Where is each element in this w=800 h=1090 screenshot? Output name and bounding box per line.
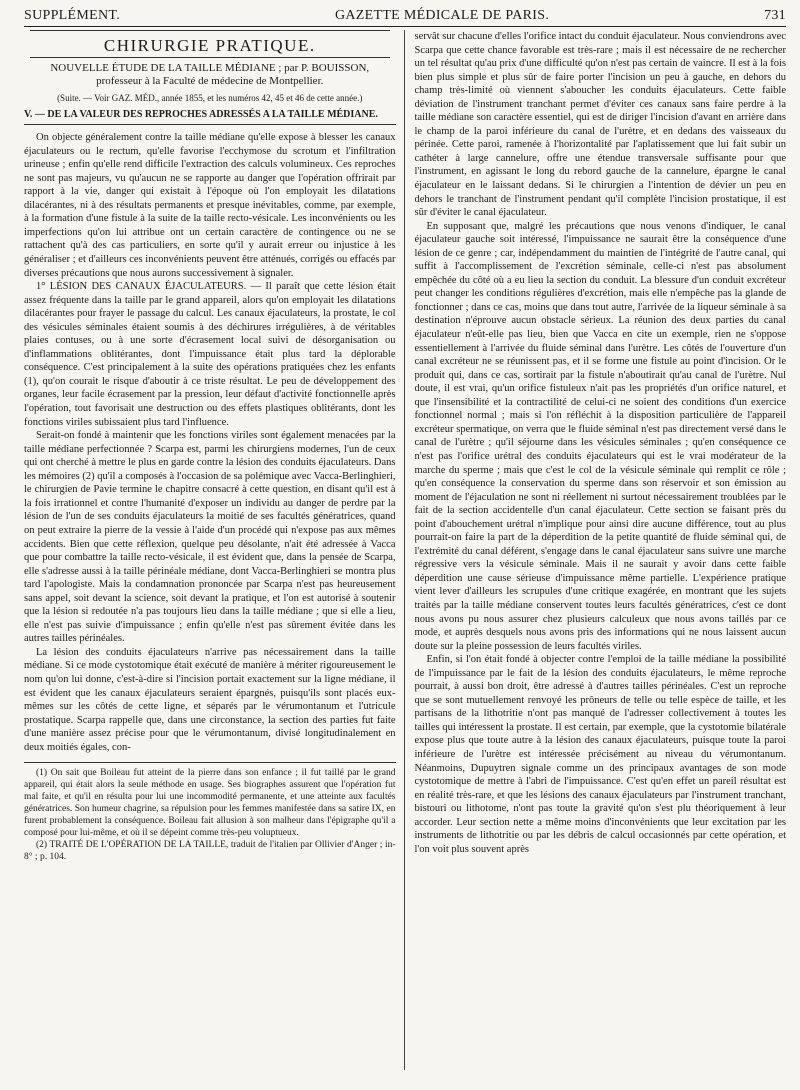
right-paragraph: En supposant que, malgré les précautions que nous venons d'indiquer, le canal éjaculateur gauche soit intéressé, l'impuissance ne saurait être la conséquence d'une lésion de ce genre ; car, indépendamment du maintien de l'intégrité de l'autre canal, qui suffit à l'accomplissement de l'excrétion séminale, celle-ci n'est pas absolument empêchée du côté où a eu lieu la section du conduit. La blessure d'un conduit excréteur peut changer les conditions régulières d'excrétion, mais elle n'empêche pas la glande de fonctionner ; dans ce cas, moins que dans tout autre, l'arrivée de la liqueur séminale à sa destination n'éprouve aucun obstacle sérieux. La réunion des deux parties du canal éjaculateur n'eût-elle pas lieu, bien que Vacca en cite un exemple, rien ne s'oppose essentiellement à l'arrivée du fluide séminal dans l'urètre. Les côtés de l'ouverture d'un canal excréteur ne se réunissent pas, et il se forme une fistule au point d'incision. Or le produit qui, dans ce cas, sortirait par la fistule n'aboutirait qu'au canal de l'urètre. Nul doute, il est vrai, qu'un orifice fistuleux n'ait pas les propriétés d'un orifice naturel, et que l'insensibilité et la contractilité de celui-ci ne soient des conditions d'un exercice fonctionnel normal ; mais si l'on réfléchit à la disposition particulière de l'appareil excréteur spermatique, on verra que le fluide séminal n'est pas directement versé dans le canal de l'urètre ; qu'il séjourne dans les vésicules séminales ; qu'en conséquence ce n'est pas l'orifice urétral des conduits éjaculateurs qui est le vrai modérateur de la marche du sperme ; mais que c'est le col de la vésicule séminale qui remplit ce rôle ; qu'en conséquence la conservation du sperme dans son réservoir et son émission au moment de l'éjaculation ne sont ni réellement ni surtout nécessairement troublées par le fait de la section accidentelle d'un canal éjaculateur. Cette section se faisant près du point d'abouchement urétral n'implique pour ainsi dire aucune différence, tout au plus pourrait-on faire la part de la déperdition de la petite quantité de fluide séminal qui, de l'extrémité du canal déférent, s'engage dans le canal éjaculateur sans suivre une marche régressive vers la vésicule séminale. Mais il ne saurait y avoir dans cette faible déperdition une cause sérieuse d'impuissance même partielle. L'expérience pratique vient lever d'ailleurs les scrupules d'une critique exagérée, en montrant que les sujets traités par la taille médiane conservent toutes leurs facultés génératrices, c'est ce dont nous avons pu nous assurer chez plusieurs calculeux que nous avons taillés par ce mode, et auprès desquels nous avons pris des informations qui ne nous laissent aucun doute sur la pleine possession de leurs facultés viriles. — [414, 220, 786, 652]
article-heading-line2: professeur à la Faculté de médecine de Montpellier. — [96, 74, 324, 87]
right-paragraph: servât sur chacune d'elles l'orifice intact du conduit éjaculateur. Nous conviendrons avec Scarpa que cette chance favorable est très-rare ; mais il est nécessaire de ne rechercher un tel résultat qu'au prix d'une difficulté qu'on n'est pas certain de vaincre. Il est à la fois bien plus simple et plus sûr de faire porter l'incision un peu à gauche, en dehors du champ très-limité où viennent s'aboucher les conduits éjaculateurs. Cette faible déviation de l'instrument tranchant permet d'éviter ces canaux sans faire perdre à la taille médiane son caractère essentiel, qui est de diriger l'incision d'avant en arrière dans le champ de la paroi inférieure du canal de l'urètre, et en dedans des vaisseaux du périnée. Cette paroi, ramenée à l'horizontalité par l'aplatissement que lui fait subir un cathéter à large cannelure, offre une étendue transversale suffisante pour que l'instrument, en agissant le long du rebord gauche de la cannelure, épargne le canal éjaculateur en le laissant dedans. Si le chirurgien a l'intention de dévier un peu en dehors le tranchant de l'instrument pendant qu'il complète l'incision prostatique, il est sûr d'éviter le canal éjaculateur. — [414, 31, 786, 219]
part-heading: V. — DE LA VALEUR DES REPROCHES ADRESSÉS A LA TAILLE MÉDIANE. — [24, 108, 396, 126]
right-column — [415, 30, 787, 1070]
left-column — [24, 30, 405, 1070]
footnote: (2) TRAITÉ DE L'OPÉRATION DE LA TAILLE, traduit de l'italien par Ollivier d'Anger ; in-8° ; p. 104. — [24, 840, 396, 863]
header-left: SUPPLÉMENT. — [24, 8, 120, 23]
footnote-divider — [24, 762, 396, 763]
page-number: 731 — [764, 8, 786, 23]
left-paragraph: Serait-on fondé à maintenir que les fonctions viriles sont également menacées par la taille médiane perfectionnée ? Scarpa est, parmi les chirurgiens modernes, l'un de ceux qui ont cherché à mettre le plus en garde contre la lésion des conduits éjaculateurs. Dans les mémoires (2) qu'il a composés à l'occasion de sa polémique avec Vacca-Berlinghieri, le chirurgien de Pavie termine le chapitre consacré à cette question, en disant qu'il est à la fois irrationnel et contre l'humanité d'exposer un individu au danger de perdre par la lésion de l'un de ses conduits éjaculateurs la moitié de ses facultés génératrices, quand on peut extraire la pierre de la vessie à l'aide d'un procédé qui n'expose pas aux mêmes accidents. Bien que cette réflexion, quelque peu désolante, n'ait été adressée à Vacca que pour combattre la taille recto-vésicale, il est évident que, dans la pensée de Scarpa, elle s'adresse aussi à la taille périnéale médiane, dont Vacca-Berlinghieri se montra plus tard l'apologiste. Mais la condamnation prononcée par Scarpa n'est pas heureusement sans appel, soit devant la science, soit devant la pratique, et l'on est autorisé à soutenir que la lésion si redoutée n'a pas toujours lieu dans la taille médiane ; que si elle a lieu, elle n'est pas suivie d'impuissance ; enfin qu'elle n'est pas sûrement évitée dans les autres tailles périnéales. — [24, 430, 396, 645]
footnote: (1) On sait que Boileau fut atteint de la pierre dans son enfance ; il fut taillé par le grand appareil, qui était alors la seule méthode en usage. Ses biographes assurent que l'opération fut mal faite, et qu'il en résulta pour lui une incommodité permanente, et une atteinte aux facultés génératrices. Son humeur chagrine, sa répulsion pour les femmes manifestée dans sa satire IX, en furent probablement la conséquence. Boileau fait allusion à son malheur dans l'épigraphe qu'il a composé pour lui-même, et où il se dépeint comme très-peu voluptueux. — [24, 768, 396, 839]
article-heading — [24, 62, 396, 88]
columns — [24, 30, 786, 1070]
right-paragraph: Enfin, si l'on était fondé à objecter contre l'emploi de la taille médiane la possibilité de l'impuissance par le fait de la lésion des conduits éjaculateurs, le même reproche pourrait, à aussi bon droit, être adressé à d'autres tailles périnéales. C'est un reproche que se sont mutuellement renvoyé les prôneurs de telle ou telle espèce de taille, et les partisans de la lithotritie n'ont pas manqué de l'adresser collectivement à toutes les tailles qui intéressent la prostate. Il est certain, par exemple, que la cystotomie bilatérale expose plus que toute autre à la lésion des canaux éjaculateurs, puisque toute la paroi inférieure de l'urètre est intéressée précisément au niveau du vérumontanum. Néanmoins, Dupuytren signale comme un des principaux avantages de son mode cystotomique de mettre à l'abri de l'impuissance. C'est qu'en effet un pareil résultat est en réalité très-rare, et que les lésions des canaux éjaculateurs par l'instrument tranchant, bistouri ou lithotome, n'ont pas toute la gravité qu'on s'est plu théoriquement à leur accorder. Leur section nette a même moins d'inconvénients que leur excitation par les instruments de lithotritie ou par les débris de calcul occasionnés par cette opération, et l'on voit plus souvent après — [414, 654, 786, 855]
section-title: CHIRURGIE PRATIQUE. — [103, 36, 316, 55]
page-header — [24, 8, 786, 24]
left-paragraph: La lésion des conduits éjaculateurs n'arrive pas nécessairement dans la taille médiane. Si ce mode cystotomique était exécuté de manière à mériter rigoureusement le nom qu'on lui donne, c'est-à-dire si l'incision portait exactement sur la ligne médiane, il est évident que les canaux éjaculateurs seraient épargnés, puisqu'ils sont placés eux-mêmes sur les côtés de cette ligne, et séparés par le vérumontanum et l'utricule prostatique. Scarpa rappelle que, dans une circonstance, la section des parties fut faite d'une manière assez précise pour que le vérumontanum, divisé longitudinalement en deux moitiés égales, con- — [24, 646, 396, 753]
section-title-box — [30, 30, 390, 58]
left-paragraph: On objecte généralement contre la taille médiane qu'elle expose à blesser les canaux éjaculateurs ou le rectum, qu'elle favorise l'ecchymose du scrotum et l'infiltration urineuse ; enfin qu'elle rend difficile l'extraction des calculs volumineux. Ces reproches ne sont pas majeurs, vu qu'aucun ne se rapporte au danger que l'opération offrirait par rapport à la vie, danger qui existait à l'époque où l'on employait les dilatations dilacérantes, ni à des résultats permanents et presque inévitables, comme, par exemple, à la formation d'une fistule à la suite de la taille recto-vésicale. Les inconvénients ou les imperfections qu'on lui attribue ont un certain caractère de contingence ou ne se rattachent qu'à des cas particuliers, en sorte qu'il y aurait erreur ou injustice à les généraliser ; et d'ailleurs ces inconvénients peuvent être atténués, corrigés ou effacés par diverses précautions que nous aurons successivement à signaler. — [24, 132, 396, 279]
suite-note: (Suite. — Voir GAZ. MÉD., année 1855, et les numéros 42, 45 et 46 de cette année.) — [57, 92, 363, 103]
header-center: GAZETTE MÉDICALE DE PARIS. — [334, 8, 550, 23]
header-rule — [24, 26, 786, 27]
left-paragraph: 1° LÉSION DES CANAUX ÉJACULATEURS. — Il paraît que cette lésion était assez fréquente dans la taille par le grand appareil, alors qu'on employait les dilatations dilacérantes pour frayer le passage du calcul. Les canaux éjaculateurs, la prostate, le col des vésicules séminales étaient soumis à des déchirures irrégulières, à de véritables plaies contuses, ou à une sorte d'écrasement local suivi de désorganisation ou d'inflammations oblitérantes, dont l'impuissance était plus tard la déplorable conséquence. C'est principalement à la suite des opérations pratiquées chez les enfants (1), qu'on courait le risque d'aboutir à ce triste résultat. Le peu de développement des organes, leur facile écrasement par la pression, leur défaut d'activité fonctionnelle après l'opération, tout favorisait une destruction ou des effets plastiques oblitérants, dont les fonctions viriles subissaient plus tard l'influence. — [24, 281, 396, 428]
article-heading-line1: NOUVELLE ÉTUDE DE LA TAILLE MÉDIANE ; par P. BOUISSON, — [50, 61, 370, 74]
